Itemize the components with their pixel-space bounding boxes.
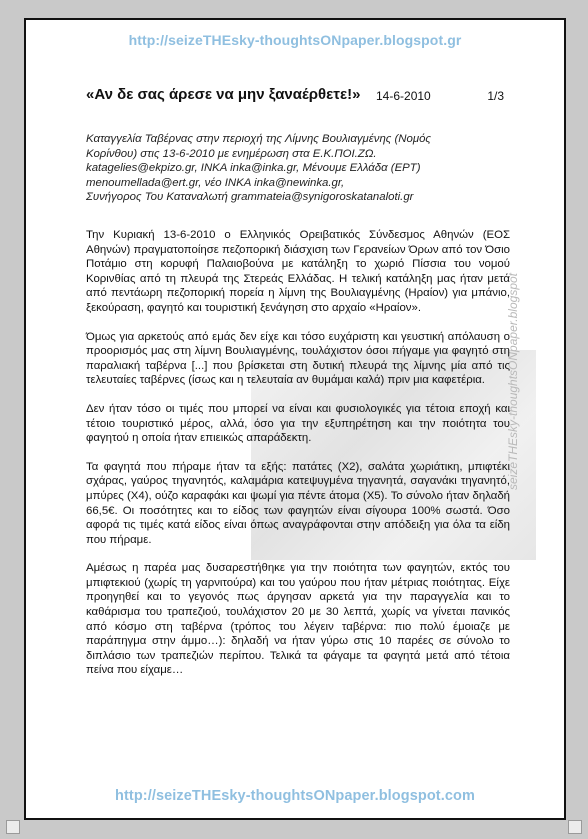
paragraph: Αμέσως η παρέα μας δυσαρεστήθηκε για την ποιότητα των φαγητών, εκτός του μπιφτεκιού (χωρίς τη γαρνιτούρα) και του γαύρου που ήταν μέτριας ποιότητας. Είχε προηγηθεί και το γεγονός πως άργησαν αρκετά για την παραγγελία και το καθάρισμα του τραπεζιού, τουλάχιστον 20 με 30 λεπτά, χωρίς να γίνεται πανικός από κόσμο στη ταβέρνα (τρόπος του λέγειν ταβέρνα: πιο πολύ έμοιαζε με παράπηγμα στην άμμο…): δηλαδή να ήταν γύρω στις 10 παρέες σε σύνολο το διπλάσιο των τραπεζιών περίπου. Τελικά τα φάγαμε τα φαγητά μετά από τέτοια πείνα που είχαμε… <box>86 562 510 677</box>
blog-url-header[interactable]: http://seizeTHEsky-thoughtsONpaper.blogspot.gr <box>128 32 462 48</box>
document-page <box>24 18 566 820</box>
side-watermark-text: seizeTHEsky-thoughtsONpaper.blogspot <box>506 273 520 490</box>
page-number: 1/3 <box>487 89 504 103</box>
document-date: 14-6-2010 <box>376 89 431 103</box>
page-corner-right-icon <box>568 820 582 834</box>
intro-line: Κορίνθου) στις 13-6-2010 με ενημέρωση στα Ε.Κ.ΠΟΙ.ΖΩ. <box>86 147 377 160</box>
intro-block <box>86 132 506 205</box>
paragraph: Όμως για αρκετούς από εμάς δεν είχε και τόσο ευχάριστη και γευστική απόλαυση ο προορισμός μας στη λίμνη Βουλιαγμένης, τουλάχιστον όσοι πήγαμε για φαγητό στη παραλιακή ταβέρνα [...] που βρίσκεται στη δυτική πλευρά της λίμνης μία από τις τελευταίες ταβέρνες (ίσως και η τελευταία αν θυμάμαι καλά) πριν μια καφετέρια. <box>86 330 510 387</box>
paragraph: Τα φαγητά που πήραμε ήταν τα εξής: πατάτες (Χ2), σαλάτα χωριάτικη, μπιφτέκι σχάρας, γαύρος τηγανητός, καλαμάρια κατεψυγμένα τηγανητά, σαγανάκι τηγανητό, μπύρες (Χ4), ούζο καραφάκι και ψωμί για πέντε άτομα (Χ5). Το σύνολο ήταν δηλαδή 66,5€. Οι ποσότητες και το είδος των φαγητών είναι σίγουρα 100% σωστά. Όσο αφορά τις τιμές κατά είδος είναι όπως αναγράφονται στην απόδειξη για όλα τα είδη που πήραμε. <box>86 460 510 546</box>
blog-url-footer[interactable]: http://seizeTHEsky-thoughtsONpaper.blogspot.com <box>115 788 475 804</box>
document-title: «Αν δε σας άρεσε να μην ξαναέρθετε!» <box>86 86 361 103</box>
page-corner-left-icon <box>6 820 20 834</box>
paragraph: Την Κυριακή 13-6-2010 ο Ελληνικός Ορειβατικός Σύνδεσμος Αθηνών (ΕΟΣ Αθηνών) πραγματοποίησε πεζοπορική διάσχιση των Γερανείων Όρων από τον Όσιο Ποτάμιο στη κορυφή Παλαιοβούνα με κατάληξη το χωριό Πίσσια του νομού Κορινθίας από τη πλευρά της Στερεάς Ελλάδας. Η τελική κατάληξη μας ήταν μετά από πεντάωρη πεζοπορική πορεία η λίμνη της Βουλιαγμένης (Ηραίον) για μπάνιο, ξεκούραση, φαγητό και τουριστική ξενάγηση στο αρχαίο «Ηραίον». <box>86 229 510 314</box>
intro-line: Συνήγορος Του Καταναλωτή grammateia@synigoroskatanaloti.gr <box>86 191 414 203</box>
intro-line: menoumellada@ert.gr, νέο ΙΝΚΑ inka@newinka.gr, <box>86 176 345 189</box>
intro-line: Καταγγελία Ταβέρνας στην περιοχή της Λίμνης Βουλιαγμένης (Νομός <box>86 133 431 145</box>
intro-line: katagelies@ekpizo.gr, ΙΝΚΑ inka@inka.gr, Μένουμε Ελλάδα (ΕΡΤ) <box>86 162 421 174</box>
paragraph: Δεν ήταν τόσο οι τιμές που μπορεί να είναι και φυσιολογικές για τέτοια εποχή και τέτοιο τουριστικό μέρος, αλλά, όσο για την εξυπηρέτηση και την ποιότητα του φαγητού η οποία ήταν επιεικώς απαράδεκτη. <box>86 402 510 445</box>
body-text <box>86 228 510 692</box>
title-row <box>86 86 504 106</box>
